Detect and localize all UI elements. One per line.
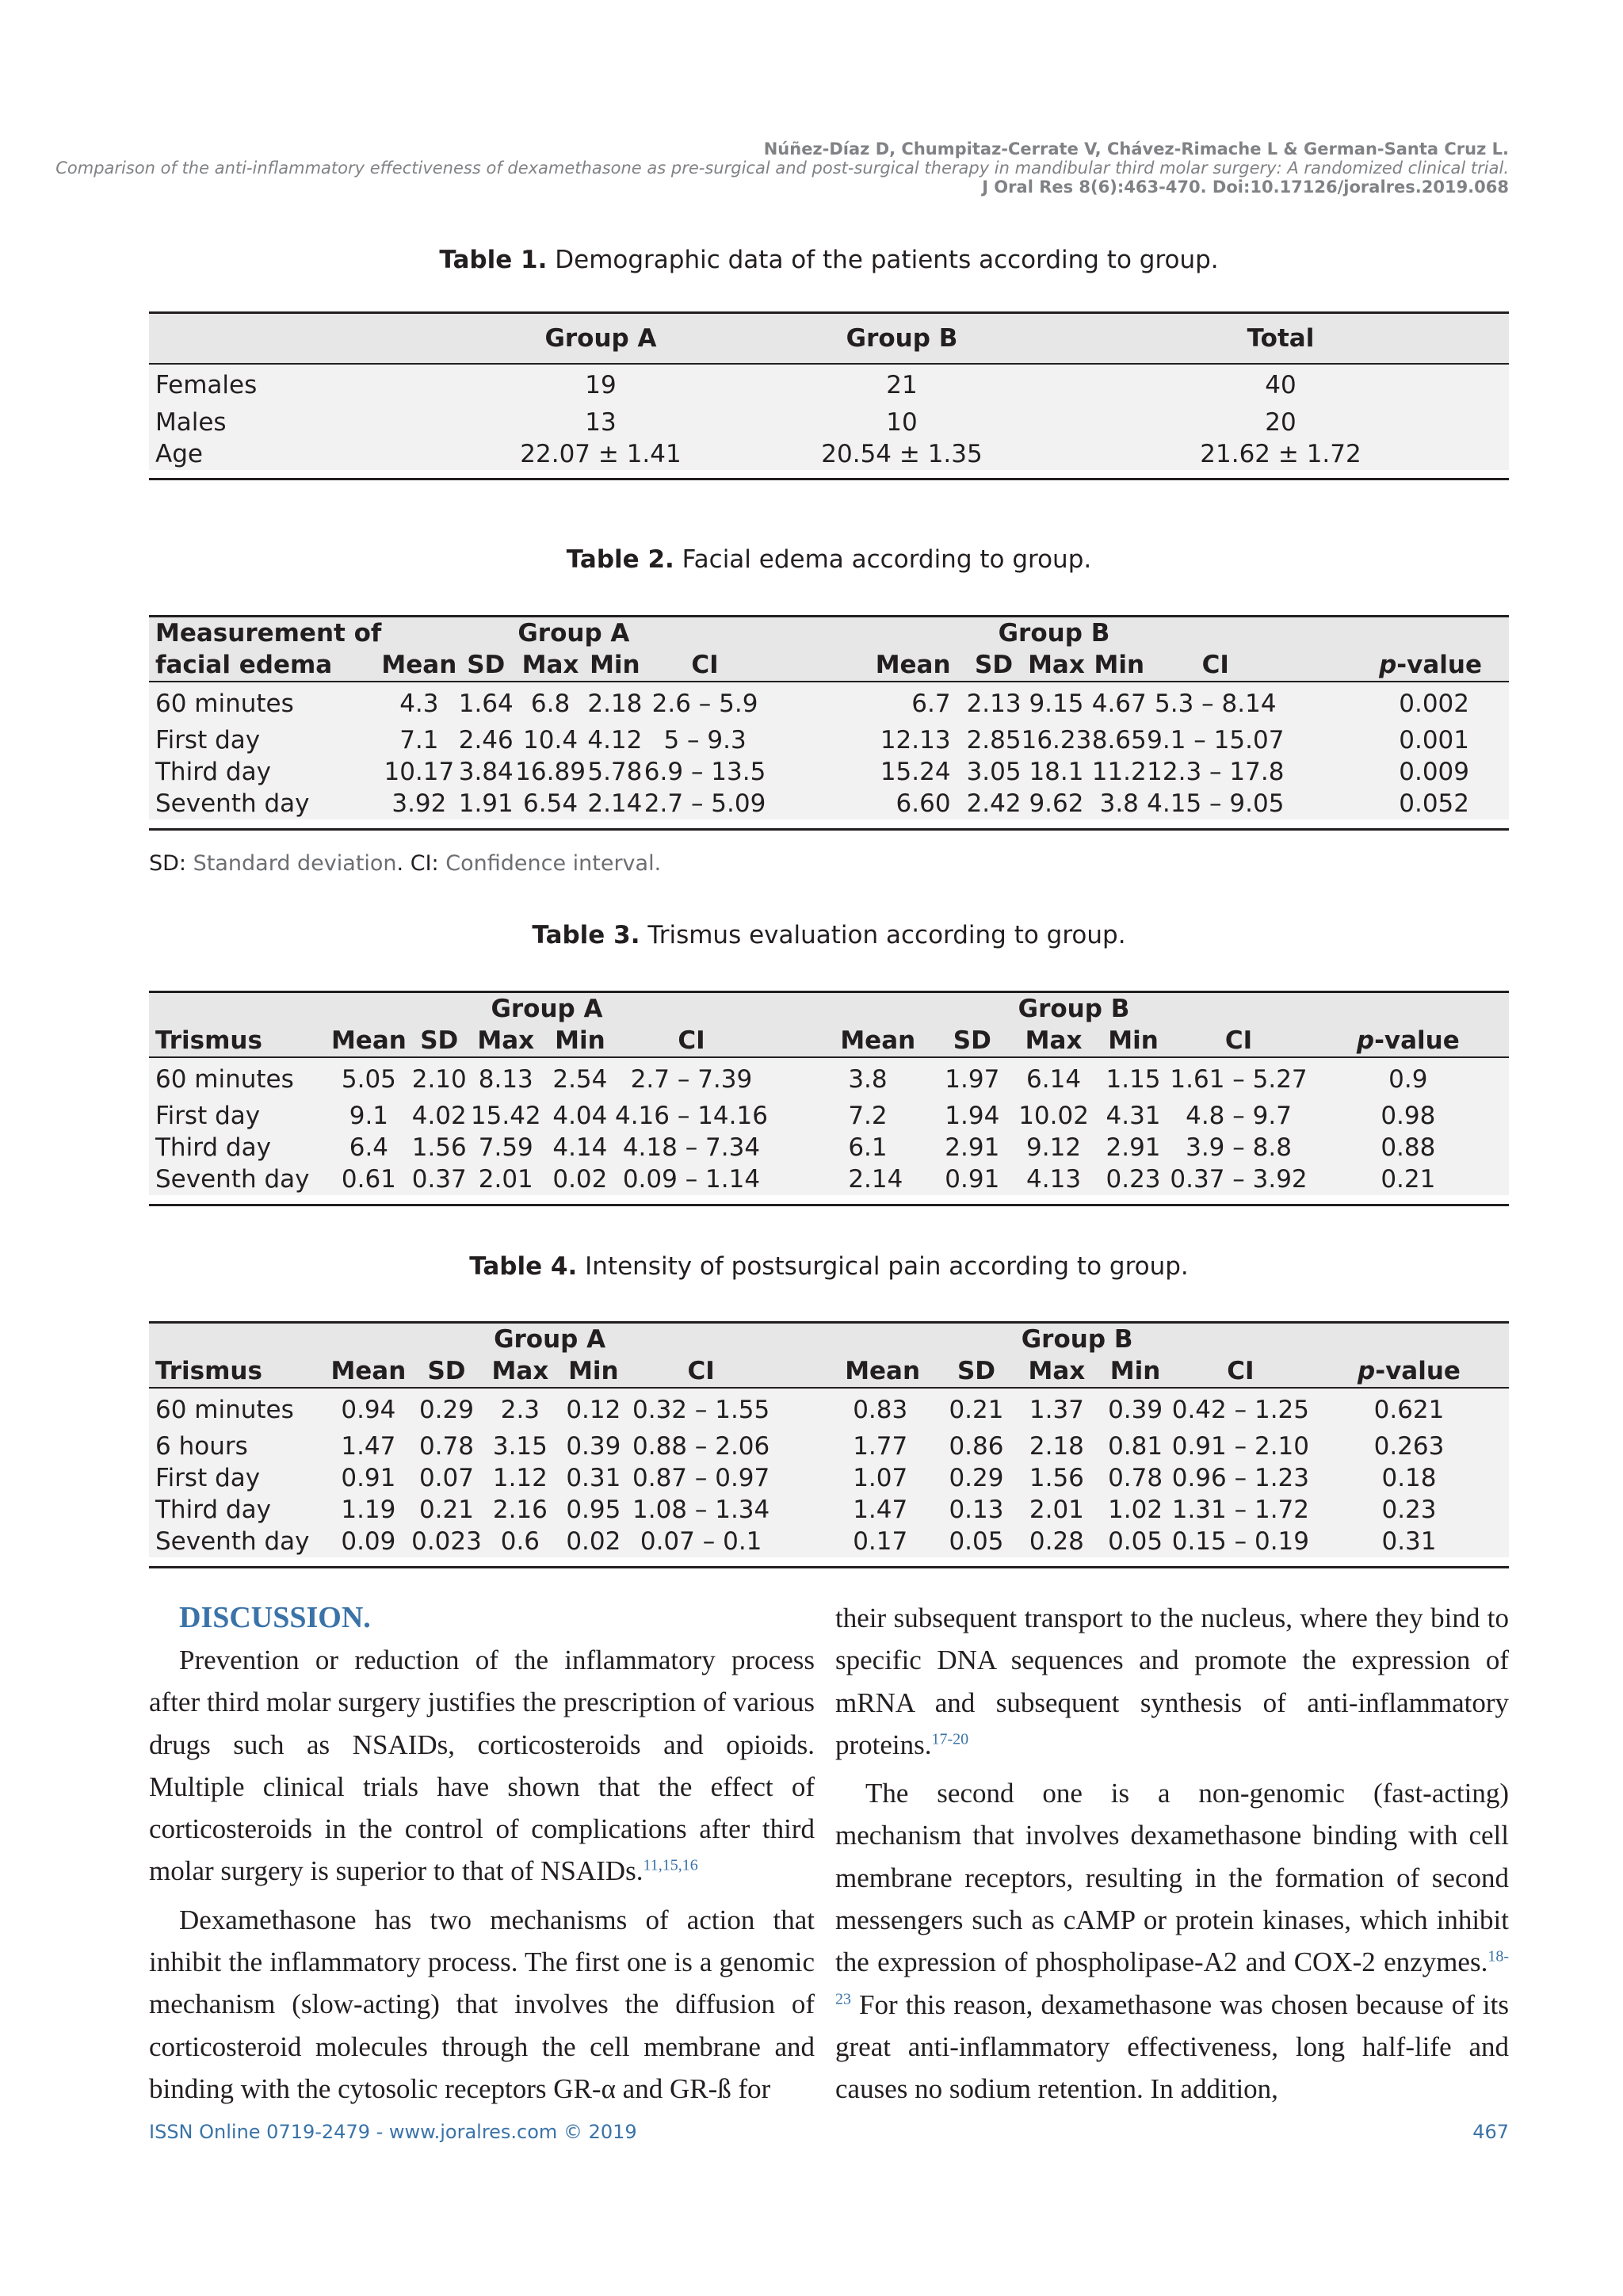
table4-sub-header: SD — [938, 1355, 1015, 1388]
table2-sub-header: Mean — [381, 649, 456, 682]
table-row — [149, 1163, 1509, 1195]
row-label: First day — [155, 1464, 261, 1492]
table-cell: 1.07 — [853, 1464, 908, 1492]
table-cell: 4.3 — [399, 689, 439, 718]
table-cell: 20.54 ± 1.35 — [821, 439, 983, 468]
table-cell: 18.1 — [1029, 758, 1084, 786]
table-cell: 21.62 ± 1.72 — [1200, 439, 1361, 468]
table-cell: 0.88 — [1381, 1133, 1436, 1162]
table4-sub-header: Min — [559, 1355, 628, 1388]
table-cell: 5.78 — [587, 758, 643, 786]
table2-sub-header: CI — [1147, 649, 1284, 682]
table-cell: 0.61 — [341, 1165, 396, 1194]
table-row — [149, 364, 1509, 407]
table-cell: 2.14 — [587, 789, 643, 818]
row-label: Females — [155, 371, 258, 399]
table-cell: 2.85 — [966, 726, 1022, 755]
table4-caption — [149, 1252, 1509, 1281]
table-cell: 2.18 — [1029, 1432, 1084, 1461]
table-cell: 40 — [1265, 371, 1296, 399]
table-cell: 0.94 — [341, 1395, 396, 1424]
table-cell: 3.8 — [848, 1064, 888, 1094]
table3 — [149, 991, 1509, 1206]
table-cell: 4.31 — [1106, 1102, 1161, 1130]
spacer-cell — [768, 1057, 840, 1100]
table-cell: 10.02 — [1018, 1102, 1089, 1130]
row-label: 6 hours — [155, 1432, 248, 1461]
table-cell: 0.263 — [1373, 1432, 1445, 1461]
table-cell: 2.01 — [1029, 1496, 1084, 1524]
table-cell: 5 – 9.3 — [663, 726, 747, 755]
table-cell: 4.12 — [587, 726, 643, 755]
table-cell: 0.052 — [1399, 789, 1469, 818]
table-row — [149, 1057, 1509, 1100]
table1-header: Group B — [751, 313, 1052, 364]
table-cell: 1.47 — [853, 1496, 908, 1524]
table-cell: 15.24 — [880, 758, 951, 786]
table-cell: 3.9 – 8.8 — [1186, 1133, 1292, 1162]
table-cell: 1.15 — [1106, 1064, 1161, 1094]
table-cell: 0.91 – 2.10 — [1171, 1432, 1309, 1461]
table-row — [149, 1132, 1509, 1163]
table-row — [149, 788, 1509, 819]
table3-pvalue-header: p-value — [1308, 1025, 1509, 1057]
row-label: Seventh day — [155, 1165, 310, 1194]
discussion-paragraph-3: their subsequent transport to the nucleus, where they bind to specific DNA sequences and promote the expression of mRNA and subsequent synthesis of anti-inflammatory proteins.$^{17-20}$ — [835, 1603, 1509, 1760]
table4-sub-header: CI — [1172, 1355, 1309, 1388]
table-cell: 0.96 – 1.23 — [1171, 1464, 1309, 1492]
table4-sub-header: Min — [1098, 1355, 1171, 1388]
table-cell: 0.28 — [1029, 1527, 1084, 1556]
table2-sub-header: SD — [967, 649, 1022, 682]
table-cell: 0.05 — [949, 1527, 1004, 1556]
table-row — [149, 1494, 1509, 1526]
table-cell: 10 — [886, 407, 918, 437]
table3-sub-header: Min — [1097, 1025, 1170, 1057]
table1-body — [149, 364, 1509, 479]
table-cell: 1.94 — [945, 1102, 1000, 1130]
page-number: 467 — [1472, 2121, 1509, 2143]
table-cell: 4.13 — [1026, 1165, 1082, 1194]
table3-sub-header: Mean — [840, 1025, 934, 1057]
table-cell: 1.64 — [458, 689, 514, 718]
table-cell: 0.05 — [1108, 1527, 1163, 1556]
table2-pvalue-header: p-value — [1284, 649, 1509, 682]
table-cell: 4.14 — [552, 1133, 608, 1162]
table4-pvalue-header: p-value — [1309, 1355, 1509, 1388]
table3-sub-header: CI — [615, 1025, 768, 1057]
table-cell: 0.31 — [566, 1464, 621, 1492]
table-cell: 9.12 — [1026, 1133, 1082, 1162]
table-cell: 4.8 – 9.7 — [1186, 1102, 1292, 1130]
table-cell: 0.42 – 1.25 — [1171, 1395, 1309, 1424]
table-cell: 0.98 — [1381, 1102, 1436, 1130]
table-cell: 0.21 — [949, 1395, 1004, 1424]
table4-sub-header: Max — [1014, 1355, 1098, 1388]
table-cell: 0.15 – 0.19 — [1171, 1527, 1309, 1556]
table-cell: 4.16 – 14.16 — [614, 1102, 768, 1130]
table-cell: 2.10 — [411, 1064, 467, 1094]
table2-group-a-header: Group A — [381, 617, 766, 650]
table-cell: 1.91 — [458, 789, 514, 818]
table1-caption — [149, 246, 1509, 274]
table-cell: 0.88 – 2.06 — [632, 1432, 770, 1461]
table-cell: 0.6 — [500, 1527, 540, 1556]
row-label: Third day — [155, 758, 271, 786]
table-cell: 0.78 — [418, 1432, 474, 1461]
table-cell: 0.95 — [566, 1496, 621, 1524]
table-cell: 0.9 — [1388, 1064, 1428, 1094]
table-cell: 12.3 – 17.8 — [1147, 758, 1285, 786]
table-cell: 0.07 – 0.1 — [640, 1527, 762, 1556]
table-cell: 4.02 — [411, 1102, 467, 1130]
table4-sub-header: Max — [482, 1355, 559, 1388]
table4-sub-header: Mean — [845, 1355, 938, 1388]
table-cell: 9.1 — [349, 1102, 389, 1130]
table3-caption-label: Table 3. — [532, 921, 640, 949]
row-label: 60 minutes — [155, 1395, 294, 1424]
table1-header: Group A — [450, 313, 751, 364]
citation-ref: 17-20 — [931, 1730, 969, 1748]
table-cell: 1.12 — [492, 1464, 548, 1492]
table-cell: 0.81 — [1108, 1432, 1163, 1461]
table-row — [149, 1388, 1509, 1431]
table-cell: 1.31 – 1.72 — [1171, 1496, 1309, 1524]
table4-sub-header: Mean — [326, 1355, 411, 1388]
table-cell: 0.023 — [411, 1527, 482, 1556]
table-cell: 3.92 — [391, 789, 447, 818]
table-cell: 2.46 — [458, 726, 514, 755]
table-cell: 2.91 — [945, 1133, 1000, 1162]
table-cell: 0.39 — [1108, 1395, 1163, 1424]
row-label: Third day — [155, 1133, 271, 1162]
table2-caption — [149, 545, 1509, 574]
table-cell: 10.17 — [384, 758, 455, 786]
table-cell: 8.13 — [478, 1064, 533, 1094]
table3-sub-header: Min — [545, 1025, 615, 1057]
table4-caption-label: Table 4. — [469, 1252, 578, 1281]
table-cell: 6.1 — [848, 1133, 888, 1162]
table3-caption — [149, 921, 1509, 949]
table-cell: 6.14 — [1026, 1064, 1082, 1094]
table3-sub-header: CI — [1170, 1025, 1307, 1057]
table2-caption-text: Facial edema according to group. — [682, 545, 1092, 574]
table3-group-a-header: Group A — [326, 992, 768, 1026]
table-cell: 0.83 — [853, 1395, 908, 1424]
row-label: Males — [155, 407, 227, 437]
table1-caption-text: Demographic data of the patients according to group. — [555, 246, 1219, 274]
table-cell: 1.47 — [341, 1432, 396, 1461]
table-cell: 1.61 – 5.27 — [1170, 1064, 1308, 1094]
table4-group-a-header: Group A — [326, 1323, 774, 1356]
table-cell: 21 — [886, 371, 918, 399]
table-cell: 1.56 — [1029, 1464, 1084, 1492]
table2-sub-header: Max — [1022, 649, 1092, 682]
table-cell: 1.56 — [411, 1133, 467, 1162]
table-cell: 3.05 — [966, 758, 1022, 786]
table-cell: 1.37 — [1029, 1395, 1084, 1424]
table3-group-b-header: Group B — [840, 992, 1307, 1026]
table-cell: 5.3 – 8.14 — [1155, 689, 1277, 718]
discussion-right-column — [835, 1597, 1509, 2111]
table-cell: 3.8 — [1099, 789, 1139, 818]
table-cell: 0.29 — [418, 1395, 474, 1424]
table-cell: 15.42 — [470, 1102, 541, 1130]
table-row — [149, 1100, 1509, 1132]
table-cell: 2.42 — [966, 789, 1022, 818]
table-cell: 20 — [1265, 407, 1296, 437]
table-cell: 2.7 – 7.39 — [630, 1064, 753, 1094]
table2-sub-header: Min — [1091, 649, 1147, 682]
table-cell: 0.02 — [566, 1527, 621, 1556]
table-cell: 6.54 — [523, 789, 579, 818]
table-cell: 7.59 — [478, 1133, 533, 1162]
table-cell: 0.37 — [411, 1165, 467, 1194]
table3-sub-header: Mean — [326, 1025, 412, 1057]
table2-row-header: facial edema — [149, 649, 381, 682]
table4 — [149, 1321, 1509, 1568]
row-label: Third day — [155, 1496, 271, 1524]
table-cell: 2.14 — [848, 1165, 903, 1194]
table3-sub-header: SD — [412, 1025, 467, 1057]
table-cell: 0.87 – 0.97 — [632, 1464, 770, 1492]
table-cell: 0.621 — [1373, 1395, 1445, 1424]
table-cell: 1.97 — [945, 1064, 1000, 1094]
table-cell: 1.77 — [853, 1432, 908, 1461]
table-cell: 2.01 — [478, 1165, 533, 1194]
table3-sub-header: SD — [934, 1025, 1010, 1057]
table-cell: 0.21 — [418, 1496, 474, 1524]
table2-row-header: Measurement of — [149, 617, 381, 650]
table2-sub-header: Max — [515, 649, 586, 682]
table-cell: 0.91 — [945, 1165, 1000, 1194]
discussion-paragraph-4: The second one is a non-genomic (fast-acting) mechanism that involves dexamethasone binding with cell membrane receptors, resulting in the formation of second messengers such as cAMP or protein kinases, which inhibit the expression of phospholipase-A2 and COX-2 enzymes.$^{18-23}$ For this reason, dexamethasone was chosen because of its great anti-inflammatory effectiveness, long half-life and causes no sodium retention. In addition, — [835, 1778, 1509, 2105]
table-cell: 2.18 — [587, 689, 643, 718]
table-cell: 0.29 — [949, 1464, 1004, 1492]
table-cell: 9.62 — [1029, 789, 1084, 818]
table-cell: 19 — [585, 371, 617, 399]
table-row — [149, 1526, 1509, 1557]
table-cell: 9.1 – 15.07 — [1147, 726, 1285, 755]
table-cell: 0.78 — [1108, 1464, 1163, 1492]
table-cell: 7.2 — [848, 1102, 888, 1130]
table-cell: 0.32 – 1.55 — [632, 1395, 770, 1424]
table-row — [149, 724, 1509, 756]
discussion-heading: DISCUSSION. — [179, 1601, 371, 1634]
table-cell: 2.16 — [492, 1496, 548, 1524]
discussion-paragraph-2: Dexamethasone has two mechanisms of action that inhibit the inflammatory process. The first one is a genomic mechanism (slow-acting) that involves the diffusion of corticosteroid molecules through the cell membrane and binding with the cytosolic receptors GR-α and GR-ß for — [149, 1904, 815, 2104]
spacer-cell — [766, 756, 823, 788]
table-cell: 2.7 – 5.09 — [643, 789, 766, 818]
spacer-cell — [774, 1494, 846, 1526]
table3-row-header: Trismus — [149, 1025, 326, 1057]
table-cell: 11.2 — [1091, 758, 1147, 786]
citation-ref: 11,15,16 — [643, 1856, 698, 1874]
table-cell: 0.09 — [341, 1527, 396, 1556]
table-cell: 0.12 — [566, 1395, 621, 1424]
table-cell: 13 — [585, 407, 617, 437]
table-cell: 16.89 — [515, 758, 586, 786]
table-cell: 0.07 — [418, 1464, 474, 1492]
table-cell: 0.13 — [949, 1496, 1004, 1524]
table-cell: 7.1 — [399, 726, 439, 755]
running-header — [55, 139, 1509, 197]
table3-caption-text: Trismus evaluation according to group. — [647, 921, 1126, 949]
table-cell: 6.9 – 13.5 — [643, 758, 766, 786]
table-cell: 2.13 — [966, 689, 1022, 718]
table-cell: 2.3 — [500, 1395, 540, 1424]
table-cell: 0.23 — [1106, 1165, 1161, 1194]
table1 — [149, 311, 1509, 480]
table-cell: 0.09 – 1.14 — [622, 1165, 761, 1194]
table2-caption-label: Table 2. — [566, 545, 674, 574]
table4-body — [149, 1388, 1509, 1567]
table-cell: 0.21 — [1381, 1165, 1436, 1194]
table-cell: 3.15 — [492, 1432, 548, 1461]
table2-sub-header: SD — [456, 649, 515, 682]
table-cell: 0.02 — [552, 1165, 608, 1194]
row-label: First day — [155, 1102, 261, 1130]
table-row — [149, 1431, 1509, 1462]
table-cell: 4.04 — [552, 1102, 608, 1130]
spacer-cell — [774, 1526, 846, 1557]
row-label: 60 minutes — [155, 1064, 294, 1094]
table-cell: 0.23 — [1381, 1496, 1437, 1524]
table-cell: 0.009 — [1399, 758, 1469, 786]
table-cell: 0.91 — [341, 1464, 396, 1492]
table-cell: 2.91 — [1106, 1133, 1161, 1162]
discussion-paragraph-1: Prevention or reduction of the inflammatory process after third molar surgery justifies the prescription of various drugs such as NSAIDs, corticosteroids and opioids. Multiple clinical trials have shown that the effect of corticosteroids in the control of complications after third molar surgery is superior to that of NSAIDs.$^{11,15,16}$ — [149, 1645, 815, 1887]
table-cell: 3.84 — [458, 758, 514, 786]
table2-group-b-header: Group B — [824, 617, 1285, 650]
spacer-cell — [774, 1431, 846, 1462]
table-cell: 1.02 — [1108, 1496, 1163, 1524]
table2-sub-header: CI — [644, 649, 766, 682]
table-cell: 0.002 — [1399, 689, 1469, 718]
table-row — [149, 438, 1509, 470]
table-cell: 0.001 — [1399, 726, 1469, 755]
table-cell: 6.60 — [896, 789, 951, 818]
table-cell: 2.54 — [552, 1064, 608, 1094]
table-cell: 16.23 — [1021, 726, 1092, 755]
table2-footnote: SD: Standard deviation. CI: Confidence interval. — [149, 851, 662, 876]
table4-caption-text: Intensity of postsurgical pain according to group. — [585, 1252, 1189, 1281]
footer-issn: ISSN Online 0719-2479 - www.joralres.com © 2019 — [149, 2121, 637, 2143]
spacer-cell — [766, 788, 823, 819]
table-cell: 5.05 — [341, 1064, 396, 1094]
spacer-cell — [774, 1462, 846, 1494]
table2-sub-header: Mean — [824, 649, 967, 682]
spacer-cell — [766, 724, 823, 756]
table-cell: 0.37 – 3.92 — [1170, 1165, 1308, 1194]
row-label: Age — [155, 439, 203, 468]
table-cell: 6.8 — [530, 689, 571, 718]
spacer-cell — [774, 1388, 846, 1431]
table-row — [149, 1462, 1509, 1494]
table2 — [149, 615, 1509, 831]
table-cell: 0.17 — [853, 1527, 908, 1556]
citation-ref: 18-23 — [835, 1947, 1509, 2008]
table3-sub-header: Max — [467, 1025, 545, 1057]
table-cell: 4.15 – 9.05 — [1147, 789, 1285, 818]
spacer-cell — [766, 682, 823, 724]
header-authors: Núñez-Díaz D, Chumpitaz-Cerrate V, Chávez-Rimache L & German-Santa Cruz L. — [763, 139, 1509, 159]
table4-row-header: Trismus — [149, 1355, 326, 1388]
discussion-left-column — [149, 1597, 815, 2110]
table1-caption-label: Table 1. — [439, 246, 548, 274]
table-cell: 6.4 — [349, 1133, 389, 1162]
header-citation: J Oral Res 8(6):463-470. Doi:10.17126/joralres.2019.068 — [982, 178, 1509, 197]
table4-sub-header: CI — [628, 1355, 774, 1388]
table-row — [149, 756, 1509, 788]
table-cell: 9.15 — [1029, 689, 1084, 718]
table-cell: 4.67 — [1091, 689, 1147, 718]
table-cell: 22.07 ± 1.41 — [520, 439, 682, 468]
table-cell: 0.31 — [1381, 1527, 1437, 1556]
table2-sub-header: Min — [586, 649, 644, 682]
row-label: Seventh day — [155, 1527, 310, 1556]
row-label: First day — [155, 726, 261, 755]
header-article-title: Comparison of the anti-inflammatory effectiveness of dexamethasone as pre-surgical and post-surgical therapy in mandibular third molar surgery: A randomized clinical trial. — [55, 159, 1509, 178]
table-cell: 10.4 — [523, 726, 579, 755]
table1-header — [149, 313, 450, 364]
table1-header: Total — [1052, 313, 1509, 364]
row-label: Seventh day — [155, 789, 310, 818]
table-cell: 1.19 — [341, 1496, 396, 1524]
table-cell: 0.18 — [1381, 1464, 1437, 1492]
table-cell: 1.08 – 1.34 — [632, 1496, 770, 1524]
table-cell: 0.86 — [949, 1432, 1004, 1461]
table-row — [149, 682, 1509, 724]
table-cell: 2.6 – 5.9 — [651, 689, 758, 718]
table4-group-b-header: Group B — [845, 1323, 1309, 1356]
table3-sub-header: Max — [1010, 1025, 1096, 1057]
table-cell: 0.39 — [566, 1432, 621, 1461]
table-cell: 12.13 — [880, 726, 951, 755]
spacer-cell — [768, 1163, 840, 1195]
table3-body — [149, 1057, 1509, 1205]
row-label: 60 minutes — [155, 689, 294, 718]
table-cell: 6.7 — [911, 689, 951, 718]
spacer-cell — [768, 1100, 840, 1132]
spacer-cell — [768, 1132, 840, 1163]
table-cell: 4.18 – 7.34 — [622, 1133, 761, 1162]
table-row — [149, 407, 1509, 438]
table-cell: 8.65 — [1091, 726, 1147, 755]
table4-sub-header: SD — [411, 1355, 482, 1388]
table2-body — [149, 682, 1509, 829]
